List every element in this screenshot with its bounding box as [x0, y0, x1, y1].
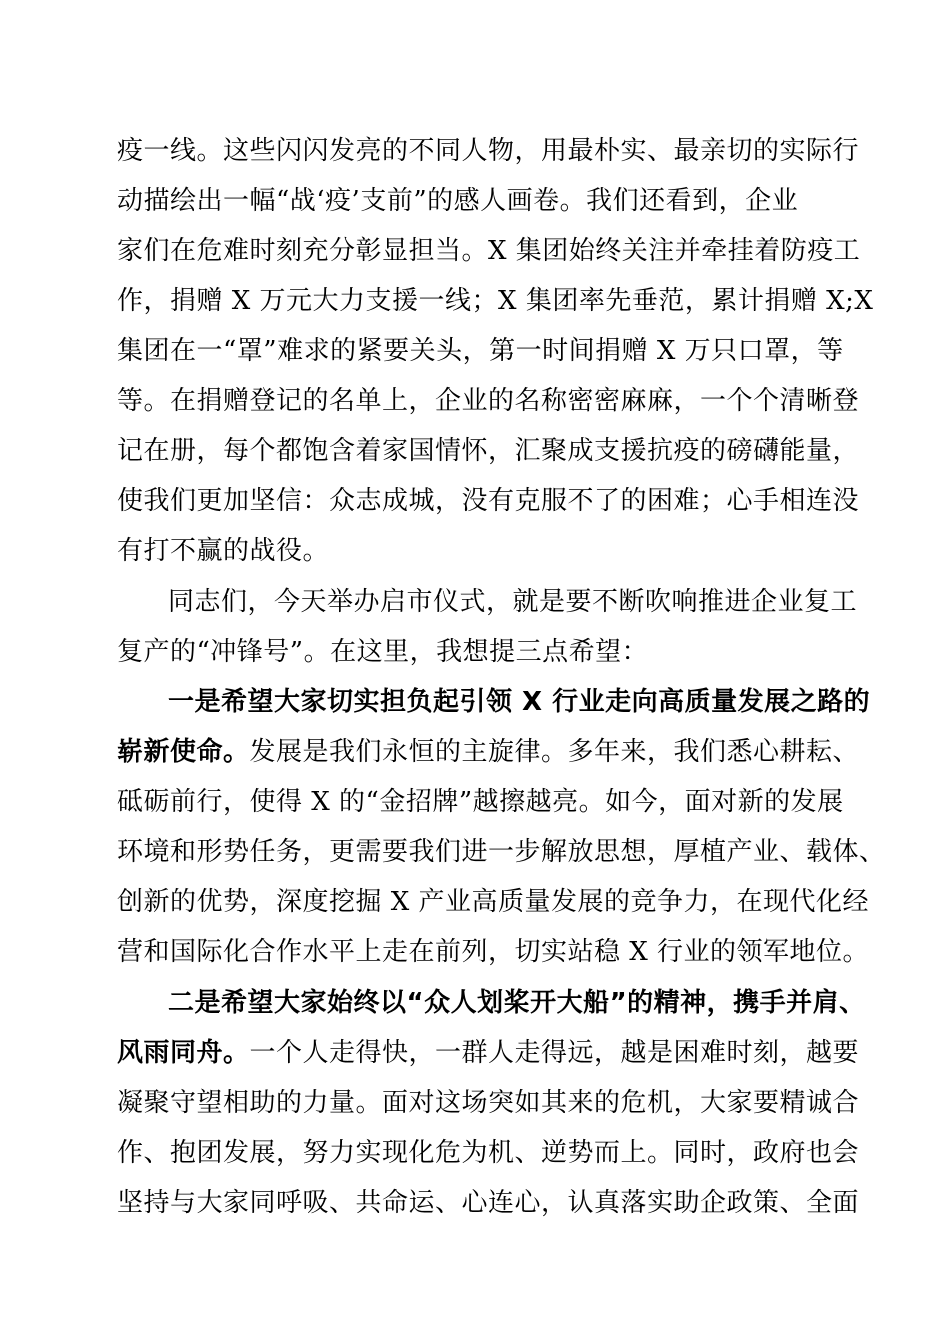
body-text-line: 营和国际化合作水平上走在前列，切实站稳 X 行业的领军地位。	[117, 937, 870, 967]
body-text-line: 记在册，每个都饱含着家国情怀，汇聚成支援抗疫的磅礴能量，	[117, 436, 860, 466]
body-text-line: 家们在危难时刻充分彰显担当。X 集团始终关注并牵挂着防疫工	[117, 236, 861, 266]
body-text-line: 疫一线。这些闪闪发亮的不同人物，用最朴实、最亲切的实际行	[117, 136, 860, 166]
body-text-line: 集团在一“罩”难求的紧要关头，第一时间捐赠 X 万只口罩，等	[117, 336, 844, 366]
bold-lead-line: 二是希望大家始终以“众人划桨开大船”的精神，携手并肩、	[168, 988, 866, 1018]
body-text-line: 同志们，今天举办启市仪式，就是要不断吹响推进企业复工	[168, 587, 858, 617]
bold-lead-text: 崭新使命。	[117, 737, 250, 767]
body-text-line: 复产的“冲锋号”。在这里，我想提三点希望：	[117, 637, 649, 667]
body-text: 一个人走得快，一群人走得远，越是困难时刻，越要	[249, 1038, 860, 1068]
body-text-line: 坚持与大家同呼吸、共命运、心连心，认真落实助企政策、全面	[117, 1188, 860, 1218]
bold-lead-line: 一是希望大家切实担负起引领 X 行业走向高质量发展之路的	[168, 687, 871, 717]
body-text-line: 环境和形势任务，更需要我们进一步解放思想，厚植产业、载体、	[117, 837, 886, 867]
mixed-text-line	[117, 1033, 860, 1073]
body-text-line: 使我们更加坚信：众志成城，没有克服不了的困难；心手相连没	[117, 486, 860, 516]
body-text-line: 创新的优势，深度挖掘 X 产业高质量发展的竞争力，在现代化经	[117, 887, 870, 917]
bold-lead-text: 风雨同舟。	[117, 1038, 250, 1068]
body-text-line: 作，捐赠 X 万元大力支援一线；X 集团率先垂范，累计捐赠 X;X	[117, 286, 874, 316]
body-text-line: 有打不赢的战役。	[117, 536, 330, 566]
body-text: 发展是我们永恒的主旋律。多年来，我们悉心耕耘、	[249, 737, 860, 767]
body-text-line: 等。在捐赠登记的名单上，企业的名称密密麻麻，一个个清晰登	[117, 386, 860, 416]
body-text-line: 凝聚守望相助的力量。面对这场突如其来的危机，大家要精诚合	[117, 1088, 860, 1118]
body-text-line: 砥砺前行，使得 X 的“金招牌”越擦越亮。如今，面对新的发展	[117, 787, 844, 817]
body-text-line: 作、抱团发展，努力实现化危为机、逆势而上。同时，政府也会	[117, 1138, 860, 1168]
mixed-text-line	[117, 732, 860, 772]
body-text-line: 动描绘出一幅“战‘疫’支前”的感人画卷。我们还看到，企业	[117, 186, 799, 216]
